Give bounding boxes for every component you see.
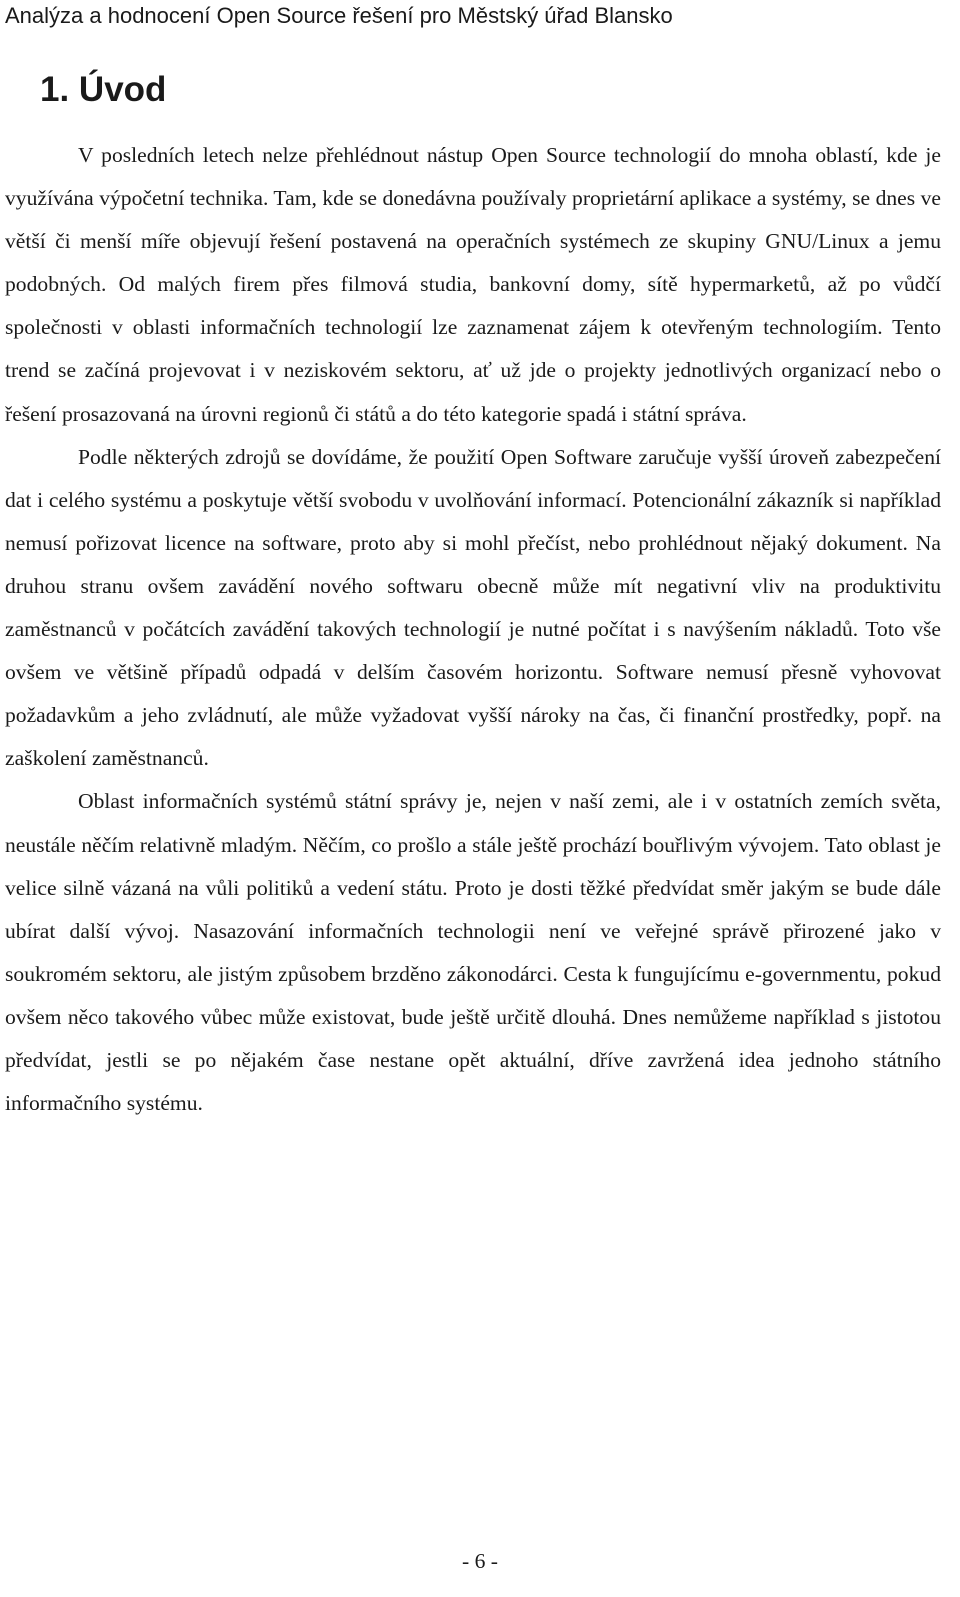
paragraph-3: Oblast informačních systémů státní správy je, nejen v naší zemi, ale i v ostatních zemích světa, neustále něčím relativně mladým. Něčím, co prošlo a stále ještě prochází bouřlivým vývojem. Tato oblast je velice silně vázaná na vůli politiků a vedení státu. Proto je dosti těžké předvídat směr jakým se bude dále ubírat další vývoj. Nasazování informačních technologii není ve veřejné správě přirozené jako v soukromém sektoru, ale jistým způsobem brzděno zákonodárci. Cesta k fungujícímu e-governmentu, pokud ovšem něco takového vůbec může existovat, bude ještě určitě dlouhá. Dnes nemůžeme například s jistotou předvídat, jestli se po nějakém čase nestane opět aktuální, dříve zavržená idea jednoho státního informačního systému. [5,789,941,1116]
page-number: - 6 - [462,1549,498,1573]
paragraph-1: V posledních letech nelze přehlédnout nástup Open Source technologií do mnoha oblastí, kde je využívána výpočetní technika. Tam, kde se donedávna používaly proprietární aplikace a systémy, se dnes ve větší či menší míře objevují řešení postavená na operačních systémech ze skupiny GNU/Linux a jemu podobných. Od malých firem přes filmová studia, bankovní domy, sítě hypermarketů, až po vůdčí společnosti v oblasti informačních technologií lze zaznamenat zájem k otevřeným technologiím. Tento trend se začíná projevovat i v neziskovém sektoru, ať už jde o projekty jednotlivých organizací nebo o řešení prosazovaná na úrovni regionů či států a do této kategorie spadá i státní správa. [5,143,941,426]
paragraph-2: Podle některých zdrojů se dovídáme, že použití Open Software zaručuje vyšší úroveň zabezpečení dat i celého systému a poskytuje větší svobodu v uvolňování informací. Potencionální zákazník si například nemusí pořizovat licence na software, proto aby si mohl přečíst, nebo prohlédnout nějaký dokument. Na druhou stranu ovšem zavádění nového softwaru obecně může mít negativní vliv na produktivitu zaměstnanců v počátcích zavádění takových technologií je nutné počítat i s navýšením nákladů. Toto vše ovšem ve většině případů odpadá v delším časovém horizontu. Software nemusí přesně vyhovovat požadavkům a jeho zvládnutí, ale může vyžadovat vyšší nároky na čas, či finanční prostředky, popř. na zaškolení zaměstnanců. [5,444,941,771]
running-header: Analýza a hodnocení Open Source řešení pro Městský úřad Blansko [5,3,673,28]
chapter-title: 1. Úvod [40,70,167,109]
body-text [5,134,941,1125]
